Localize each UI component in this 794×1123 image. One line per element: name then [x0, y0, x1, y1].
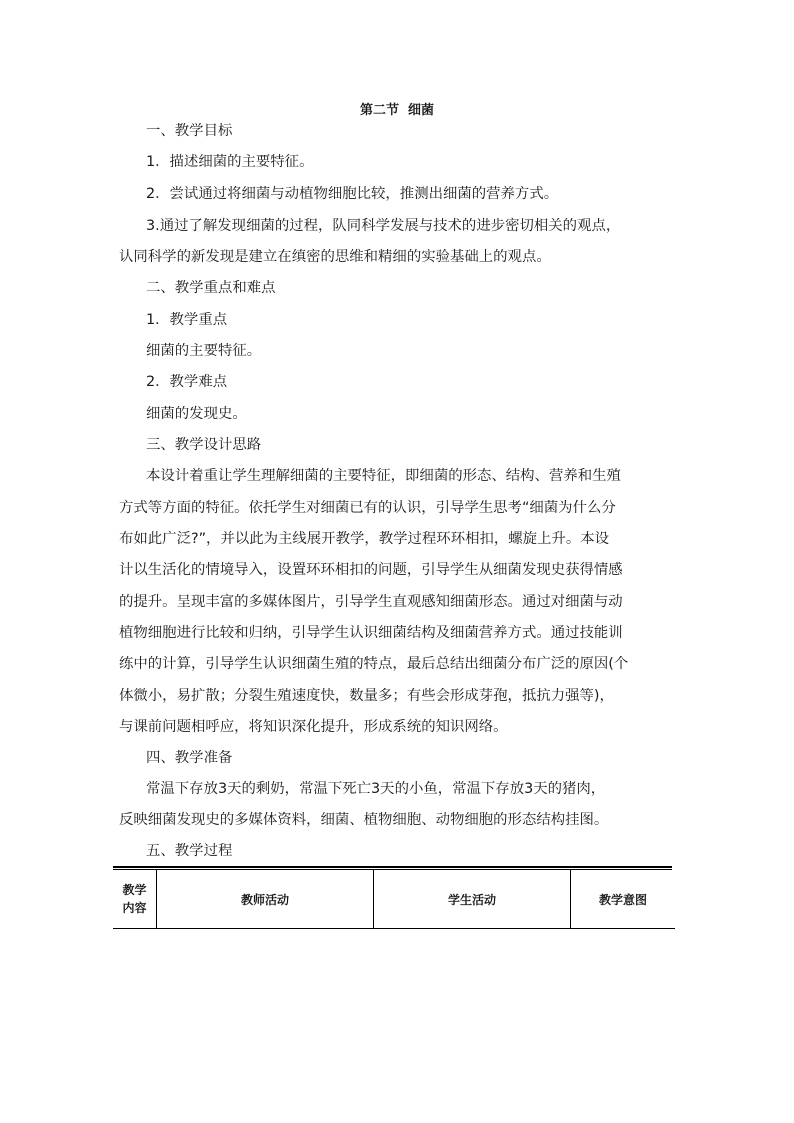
header-cell-content — [113, 870, 157, 929]
header-cell-intent: 教学意图 — [571, 870, 676, 929]
design-paragraph-line-6: 植物细胞进行比较和归纳，引导学生认识细菌结构及细菌营养方式。通过技能训 — [119, 625, 623, 641]
table-header-row — [113, 870, 675, 929]
subheading-key-point: 1．教学重点 — [146, 312, 228, 328]
design-paragraph-line-8: 体微小，易扩散；分裂生殖速度快，数量多；有些会形成芽孢，抵抗力强等)， — [119, 688, 614, 704]
preparation-line-2: 反映细菌发现史的多媒体资料，细菌、植物细胞、动物细胞的形态结构挂图。 — [119, 812, 609, 828]
design-paragraph-line-2: 方式等方面的特征。依托学生对细菌已有的认识，引导学生思考“细菌为什么分 — [119, 500, 616, 516]
heading-preparation: 四、教学准备 — [146, 750, 233, 766]
heading-process: 五、教学过程 — [146, 843, 233, 859]
heading-teaching-goals: 一、教学目标 — [146, 123, 233, 139]
design-paragraph-line-3: 布如此广泛?”，并以此为主线展开教学，教学过程环环相扣，螺旋上升。本设 — [119, 531, 609, 547]
design-paragraph-line-7: 练中的计算，引导学生认识细菌生殖的特点，最后总结出细菌分布广泛的原因(个 — [119, 656, 629, 672]
teaching-process-table — [113, 866, 672, 929]
goal-3-line-1: 3.通过了解发现细菌的过程，队同科学发展与技术的进步密切相关的观点， — [146, 218, 621, 234]
page-title: 第二节 细菌 — [359, 103, 435, 118]
goal-1: 1．描述细菌的主要特征。 — [146, 154, 314, 170]
header-content-line-2: 内容 — [122, 901, 147, 915]
difficulty-text: 细菌的发现史。 — [146, 406, 247, 422]
heading-key-points: 二、教学重点和难点 — [146, 280, 276, 296]
key-point-text: 细菌的主要特征。 — [146, 343, 262, 359]
goal-3-line-2: 认同科学的新发现是建立在缜密的思维和精细的实验基础上的观点。 — [119, 249, 551, 265]
subheading-difficulty: 2．教学难点 — [146, 374, 228, 390]
table-grid — [113, 870, 675, 929]
preparation-line-1: 常温下存放3天的剩奶，常温下死亡3天的小鱼，常温下存放3天的猪肉， — [146, 781, 606, 797]
header-cell-teacher: 教师活动 — [157, 870, 374, 929]
goal-2: 2．尝试通过将细菌与动植物细胞比较，推测出细菌的营养方式。 — [146, 186, 559, 202]
design-paragraph-line-9: 与课前问题相呼应，将知识深化提升，形成系统的知识网络。 — [119, 719, 508, 735]
header-content-line-1: 教学 — [122, 883, 147, 897]
header-cell-student: 学生活动 — [374, 870, 571, 929]
table-top-rule — [113, 866, 672, 868]
heading-design-idea: 三、教学设计思路 — [146, 437, 262, 453]
design-paragraph-line-5: 的提升。呈现丰富的多媒体图片，引导学生直观感知细菌形态。通过对细菌与动 — [119, 594, 623, 610]
design-paragraph-line-1: 本设计着重让学生理解细菌的主要特征，即细菌的形态、结构、营养和生殖 — [146, 468, 621, 484]
design-paragraph-line-4: 计以生活化的情境导入，设置环环相扣的问题，引导学生从细菌发现史获得情感 — [119, 562, 623, 578]
